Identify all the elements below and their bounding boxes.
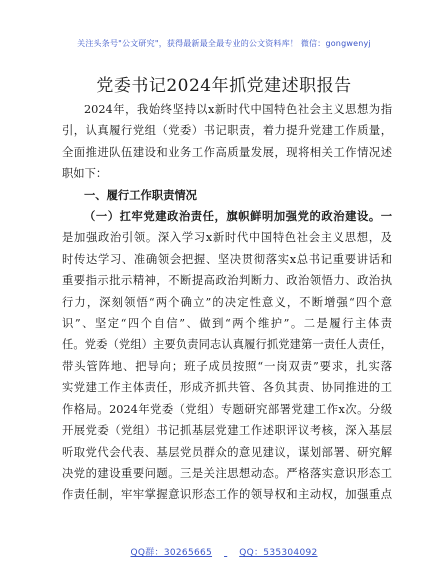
intro-line: 2024年，我始终坚持以x新时代中国特色社会主义思想为指: [84, 103, 392, 116]
body-line: 作责任制，牢牢掌握意识形态工作的领导权和主动权，加强重点: [62, 488, 392, 502]
document-body: [62, 99, 392, 506]
body-line: 开展党委（党组）书记抓基层党建工作述职评议考核，深入基层: [62, 424, 392, 438]
body-line: 行力，深刻领悟“两个确立”的决定性意义，不断增强“四个意: [62, 295, 392, 309]
qq-group-link[interactable]: QQ群：30265665: [130, 548, 213, 558]
promo-banner: 关注头条号"公文研究"，获得最新最全最专业的公文资料库！ 微信：gongwenyj: [77, 39, 371, 48]
body-line: 听取党代会代表、基层党员群众的意见建议，谋划部署、研究解: [62, 445, 392, 459]
body-line: 实党建工作主体责任，形成齐抓共管、各负其责、协同推进的工: [62, 381, 392, 395]
intro-line: 全面推进队伍建设和业务工作高质量发展，现将相关工作情况述: [62, 145, 392, 159]
body-line: 是加强政治引领。深入学习x新时代中国特色社会主义思想，及: [62, 231, 392, 245]
contact-footer: [0, 545, 448, 558]
intro-line: 职如下：: [62, 167, 108, 181]
document-title: 党委书记2024年抓党建述职报告: [96, 76, 352, 96]
body-line: 作格局。2024年党委（党组）专题研究部署党建工作x次。分级: [62, 402, 392, 416]
body-line: 重要指示批示精神，不断提高政治判断力、政治领悟力、政治执: [62, 274, 392, 288]
section-heading: 一、履行工作职责情况: [84, 188, 197, 202]
body-line: 任。党委（党组）主要负责同志认真履行抓党建第一责任人责任，: [62, 338, 392, 352]
body-line: 带头管阵地、把导向；班子成员按照“一岗双责”要求，扎实落: [62, 359, 392, 373]
sub-heading: （一）扛牢党建政治责任，旗帜鲜明加强党的政治建设。一: [84, 209, 392, 224]
body-line: 决党的建设重要问题。三是关注思想动态。严格落实意识形态工: [62, 466, 392, 480]
body-line: 识”、坚定“四个自信”、做到“两个维护”。二是履行主体责: [62, 317, 392, 331]
body-line: 时传达学习、准确领会把握、坚决贯彻落实x总书记重要讲话和: [62, 252, 392, 266]
qq-link[interactable]: QQ：535304092: [239, 548, 318, 558]
intro-line: 引，认真履行党组（党委）书记职责，着力提升党建工作质量，: [62, 124, 392, 138]
